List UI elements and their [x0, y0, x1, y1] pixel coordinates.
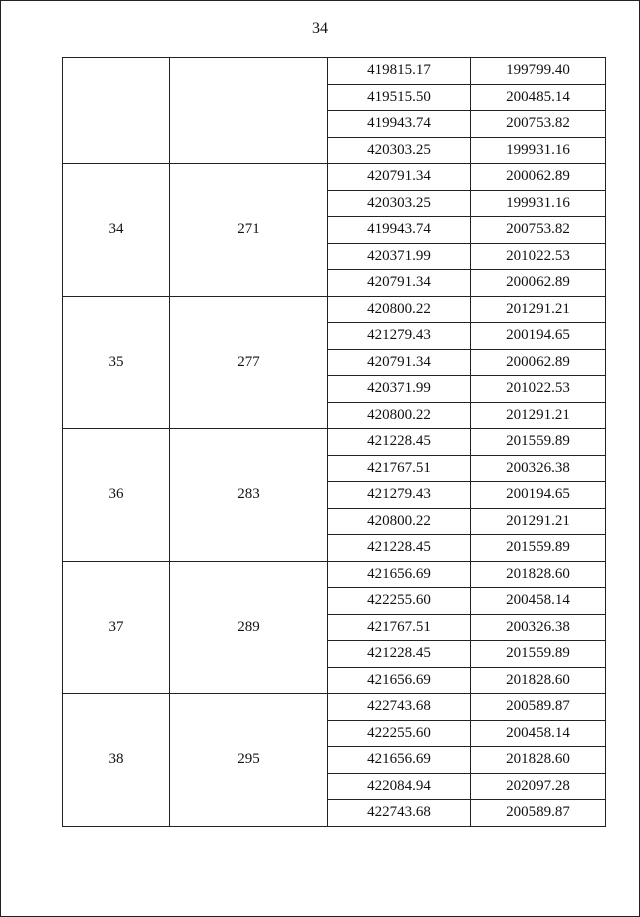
y-coordinate-cell: 200458.14: [471, 720, 606, 747]
y-coordinate-cell: 201291.21: [471, 508, 606, 535]
y-coordinate-cell: 200753.82: [471, 217, 606, 244]
x-coordinate-cell: 420303.25: [328, 137, 471, 164]
y-coordinate-cell: 199799.40: [471, 58, 606, 85]
x-coordinate-cell: 420303.25: [328, 190, 471, 217]
y-coordinate-cell: 201828.60: [471, 667, 606, 694]
x-coordinate-cell: 421228.45: [328, 535, 471, 562]
x-coordinate-cell: 421656.69: [328, 747, 471, 774]
y-coordinate-cell: 199931.16: [471, 137, 606, 164]
x-coordinate-cell: 422743.68: [328, 694, 471, 721]
x-coordinate-cell: 420800.22: [328, 508, 471, 535]
x-coordinate-cell: 419943.74: [328, 111, 471, 138]
x-coordinate-cell: 422084.94: [328, 773, 471, 800]
x-coordinate-cell: 420791.34: [328, 349, 471, 376]
plot-value-cell: 271: [170, 164, 328, 297]
y-coordinate-cell: 200326.38: [471, 614, 606, 641]
x-coordinate-cell: 420791.34: [328, 164, 471, 191]
y-coordinate-cell: 201291.21: [471, 296, 606, 323]
plot-number-cell: 36: [63, 429, 170, 562]
y-coordinate-cell: 200062.89: [471, 349, 606, 376]
y-coordinate-cell: 201291.21: [471, 402, 606, 429]
x-coordinate-cell: 419815.17: [328, 58, 471, 85]
x-coordinate-cell: 420800.22: [328, 296, 471, 323]
x-coordinate-cell: 421279.43: [328, 323, 471, 350]
table-row: [63, 296, 606, 323]
y-coordinate-cell: 200062.89: [471, 270, 606, 297]
page-number: 34: [312, 20, 328, 37]
y-coordinate-cell: 200194.65: [471, 323, 606, 350]
plot-value-cell: 289: [170, 561, 328, 694]
y-coordinate-cell: 200062.89: [471, 164, 606, 191]
x-coordinate-cell: 421656.69: [328, 561, 471, 588]
plot-value-cell: 283: [170, 429, 328, 562]
plot-number-cell: 35: [63, 296, 170, 429]
x-coordinate-cell: 419515.50: [328, 84, 471, 111]
plot-number-cell: 37: [63, 561, 170, 694]
plot-number-cell: 34: [63, 164, 170, 297]
y-coordinate-cell: 201022.53: [471, 376, 606, 403]
table-row: [63, 561, 606, 588]
x-coordinate-cell: 419943.74: [328, 217, 471, 244]
y-coordinate-cell: 200326.38: [471, 455, 606, 482]
coordinates-table-body: [63, 58, 606, 827]
x-coordinate-cell: 420800.22: [328, 402, 471, 429]
x-coordinate-cell: 422743.68: [328, 800, 471, 827]
y-coordinate-cell: 200753.82: [471, 111, 606, 138]
x-coordinate-cell: 420371.99: [328, 243, 471, 270]
y-coordinate-cell: 200589.87: [471, 694, 606, 721]
y-coordinate-cell: 200458.14: [471, 588, 606, 615]
y-coordinate-cell: 200589.87: [471, 800, 606, 827]
y-coordinate-cell: 200194.65: [471, 482, 606, 509]
table-row: [63, 164, 606, 191]
plot-number-cell: [63, 58, 170, 164]
plot-value-cell: 295: [170, 694, 328, 827]
y-coordinate-cell: 199931.16: [471, 190, 606, 217]
x-coordinate-cell: 421656.69: [328, 667, 471, 694]
x-coordinate-cell: 422255.60: [328, 720, 471, 747]
x-coordinate-cell: 420371.99: [328, 376, 471, 403]
x-coordinate-cell: 421228.45: [328, 429, 471, 456]
x-coordinate-cell: 421279.43: [328, 482, 471, 509]
coordinates-table: [62, 57, 606, 827]
y-coordinate-cell: 201828.60: [471, 561, 606, 588]
x-coordinate-cell: 421767.51: [328, 614, 471, 641]
y-coordinate-cell: 201559.89: [471, 535, 606, 562]
y-coordinate-cell: 200485.14: [471, 84, 606, 111]
y-coordinate-cell: 201022.53: [471, 243, 606, 270]
x-coordinate-cell: 422255.60: [328, 588, 471, 615]
x-coordinate-cell: 420791.34: [328, 270, 471, 297]
y-coordinate-cell: 201828.60: [471, 747, 606, 774]
y-coordinate-cell: 201559.89: [471, 429, 606, 456]
table-row: [63, 694, 606, 721]
x-coordinate-cell: 421767.51: [328, 455, 471, 482]
plot-value-cell: [170, 58, 328, 164]
y-coordinate-cell: 202097.28: [471, 773, 606, 800]
plot-value-cell: 277: [170, 296, 328, 429]
y-coordinate-cell: 201559.89: [471, 641, 606, 668]
x-coordinate-cell: 421228.45: [328, 641, 471, 668]
table-row: [63, 429, 606, 456]
plot-number-cell: 38: [63, 694, 170, 827]
table-row: [63, 58, 606, 85]
